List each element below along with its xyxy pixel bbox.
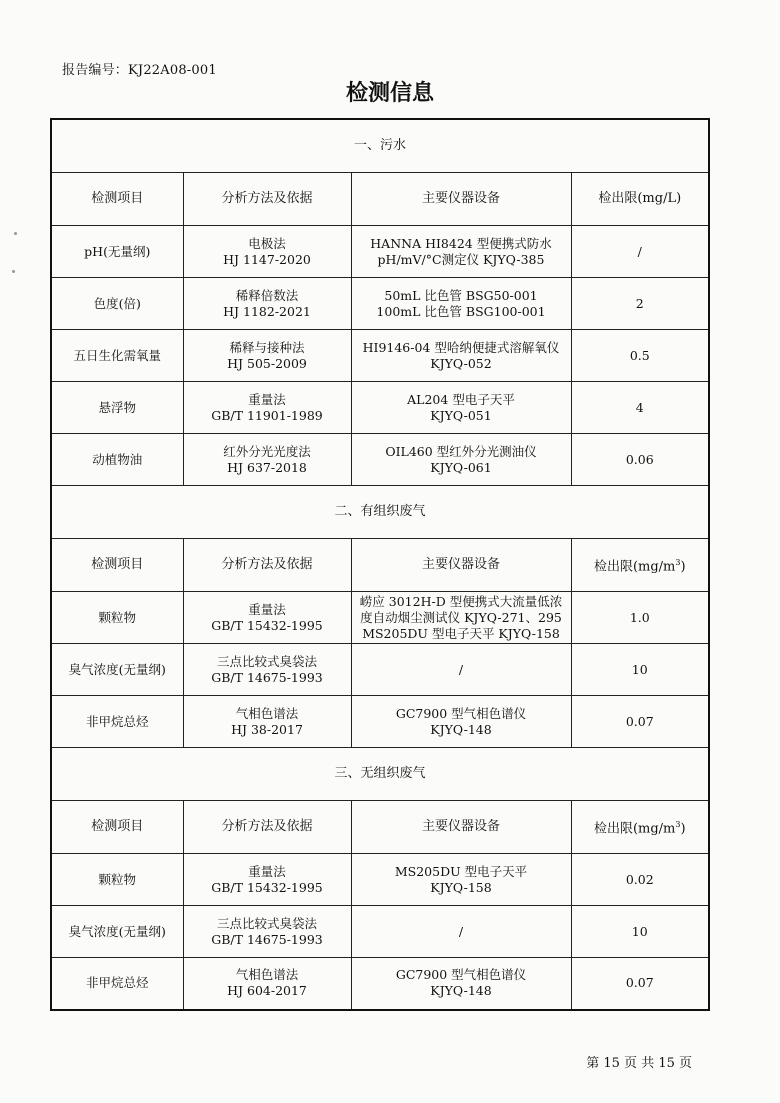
item-cell: 非甲烷总烃 — [51, 696, 183, 748]
limit-header-close: ) — [680, 559, 686, 575]
limit-cell: 0.07 — [571, 958, 709, 1010]
method-line: HJ 604-2017 — [227, 983, 307, 999]
table-row — [51, 644, 709, 696]
limit-header-text: 检出限(mg/m — [593, 559, 676, 575]
section-title: 一、污水 — [51, 119, 709, 173]
method-line: 电极法 — [248, 235, 286, 251]
equipment-cell — [351, 278, 571, 330]
equipment-cell — [351, 644, 571, 696]
limit-cell: 4 — [571, 382, 709, 434]
report-number: 报告编号：KJ22A08-001 — [62, 63, 217, 78]
item-cell: 色度(倍) — [51, 278, 183, 330]
section-title-row — [51, 486, 709, 539]
method-line: GB/T 15432-1995 — [211, 617, 323, 633]
method-line: HJ 38-2017 — [231, 721, 303, 737]
method-line: HJ 1182-2021 — [223, 303, 311, 319]
method-cell — [183, 644, 351, 696]
equipment-line: MS205DU 型电子天平 — [394, 863, 528, 879]
method-cell — [183, 434, 351, 486]
section-title: 三、无组织废气 — [51, 748, 709, 801]
equipment-line: 100mL 比色管 BSG100-001 — [376, 303, 546, 319]
equipment-cell — [351, 696, 571, 748]
limit-cell: 0.5 — [571, 330, 709, 382]
equipment-line: KJYQ-148 — [430, 983, 492, 999]
method-cell — [183, 278, 351, 330]
method-line: 三点比较式臭袋法 — [216, 653, 317, 669]
page-title: 检测信息 — [345, 81, 434, 106]
equipment-line: / — [458, 661, 464, 677]
item-cell: 颗粒物 — [51, 592, 183, 644]
limit-header-superscript: 3 — [675, 819, 681, 829]
limit-header-close: ) — [680, 821, 686, 837]
method-cell — [183, 330, 351, 382]
table-row — [51, 854, 709, 906]
item-cell: 臭气浓度(无量纲) — [51, 906, 183, 958]
table-row — [51, 434, 709, 486]
method-cell — [183, 592, 351, 644]
equipment-line: 度自动烟尘测试仪 KJYQ-271、295 — [360, 609, 562, 625]
equipment-line: 崂应 3012H-D 型便携式大流量低浓 — [359, 593, 563, 609]
limit-header-text: 检出限(mg/L) — [598, 191, 682, 206]
item-cell: 动植物油 — [51, 434, 183, 486]
equipment-line: HANNA HI8424 型便携式防水 — [370, 235, 552, 251]
method-line: 气相色谱法 — [235, 705, 299, 721]
table-row — [51, 382, 709, 434]
table-row — [51, 958, 709, 1010]
column-header: 分析方法及依据 — [183, 173, 351, 226]
method-line: 重量法 — [248, 391, 286, 407]
limit-cell: 1.0 — [571, 592, 709, 644]
method-line: GB/T 15432-1995 — [211, 879, 323, 895]
item-cell: 臭气浓度(无量纲) — [51, 644, 183, 696]
equipment-line: KJYQ-052 — [430, 355, 492, 371]
equipment-line: 50mL 比色管 BSG50-001 — [384, 287, 538, 303]
equipment-line: OIL460 型红外分光测油仪 — [385, 443, 537, 459]
section-title-row — [51, 119, 709, 173]
method-line: 红外分光光度法 — [223, 443, 311, 459]
column-header-limit — [571, 173, 709, 226]
column-header-limit — [571, 801, 709, 854]
equipment-cell — [351, 434, 571, 486]
method-line: HJ 1147-2020 — [223, 251, 311, 267]
column-header: 检测项目 — [51, 173, 183, 226]
method-line: GB/T 11901-1989 — [211, 407, 323, 423]
margin-mark — [14, 232, 17, 235]
equipment-line: KJYQ-148 — [430, 721, 492, 737]
column-header: 主要仪器设备 — [351, 539, 571, 592]
method-line: 稀释倍数法 — [235, 287, 299, 303]
inspection-info-table — [50, 118, 710, 1011]
equipment-line: / — [458, 923, 464, 939]
item-cell: 悬浮物 — [51, 382, 183, 434]
method-cell — [183, 226, 351, 278]
limit-header-superscript: 3 — [675, 557, 681, 567]
limit-cell: 0.07 — [571, 696, 709, 748]
limit-cell: 10 — [571, 644, 709, 696]
equipment-cell — [351, 854, 571, 906]
equipment-line: KJYQ-051 — [430, 407, 492, 423]
equipment-line: GC7900 型气相色谱仪 — [395, 705, 527, 721]
method-line: HJ 505-2009 — [227, 355, 307, 371]
method-line: 气相色谱法 — [235, 967, 299, 983]
item-cell: pH(无量纲) — [51, 226, 183, 278]
equipment-line: HI9146-04 型哈纳便捷式溶解氧仪 — [362, 339, 560, 355]
method-line: 稀释与接种法 — [229, 339, 305, 355]
equipment-cell — [351, 226, 571, 278]
equipment-line: GC7900 型气相色谱仪 — [395, 967, 527, 983]
inspection-table — [50, 118, 708, 1011]
equipment-cell — [351, 330, 571, 382]
table-row — [51, 592, 709, 644]
column-header-row — [51, 539, 709, 592]
table-row — [51, 330, 709, 382]
equipment-line: AL204 型电子天平 — [407, 391, 515, 407]
equipment-cell — [351, 382, 571, 434]
method-line: GB/T 14675-1993 — [211, 931, 323, 947]
item-cell: 五日生化需氧量 — [51, 330, 183, 382]
item-cell: 非甲烷总烃 — [51, 958, 183, 1010]
margin-mark — [12, 270, 15, 273]
column-header: 分析方法及依据 — [183, 539, 351, 592]
equipment-line: KJYQ-158 — [430, 879, 492, 895]
section-title: 二、有组织废气 — [51, 486, 709, 539]
limit-cell: 10 — [571, 906, 709, 958]
method-line: GB/T 14675-1993 — [211, 669, 323, 685]
page-number: 第 15 页 共 15 页 — [586, 1056, 692, 1071]
method-line: 重量法 — [248, 601, 286, 617]
method-cell — [183, 696, 351, 748]
limit-cell: / — [571, 226, 709, 278]
method-cell — [183, 382, 351, 434]
table-row — [51, 278, 709, 330]
column-header: 分析方法及依据 — [183, 801, 351, 854]
method-cell — [183, 906, 351, 958]
column-header-limit — [571, 539, 709, 592]
equipment-cell — [351, 592, 571, 644]
limit-header-text: 检出限(mg/m — [593, 821, 676, 837]
column-header-row — [51, 173, 709, 226]
equipment-line: MS205DU 型电子天平 KJYQ-158 — [362, 625, 560, 641]
equipment-cell — [351, 958, 571, 1010]
method-line: HJ 637-2018 — [227, 459, 307, 475]
column-header: 检测项目 — [51, 539, 183, 592]
method-cell — [183, 958, 351, 1010]
equipment-cell — [351, 906, 571, 958]
method-line: 三点比较式臭袋法 — [216, 915, 317, 931]
limit-cell: 0.02 — [571, 854, 709, 906]
table-row — [51, 696, 709, 748]
equipment-line: pH/mV/°C测定仪 KJYQ-385 — [377, 251, 545, 267]
table-body — [51, 119, 709, 1010]
method-cell — [183, 854, 351, 906]
column-header: 主要仪器设备 — [351, 801, 571, 854]
column-header: 检测项目 — [51, 801, 183, 854]
limit-cell: 2 — [571, 278, 709, 330]
limit-cell: 0.06 — [571, 434, 709, 486]
column-header: 主要仪器设备 — [351, 173, 571, 226]
item-cell: 颗粒物 — [51, 854, 183, 906]
equipment-line: KJYQ-061 — [430, 459, 492, 475]
section-title-row — [51, 748, 709, 801]
table-row — [51, 906, 709, 958]
table-row — [51, 226, 709, 278]
method-line: 重量法 — [248, 863, 286, 879]
column-header-row — [51, 801, 709, 854]
